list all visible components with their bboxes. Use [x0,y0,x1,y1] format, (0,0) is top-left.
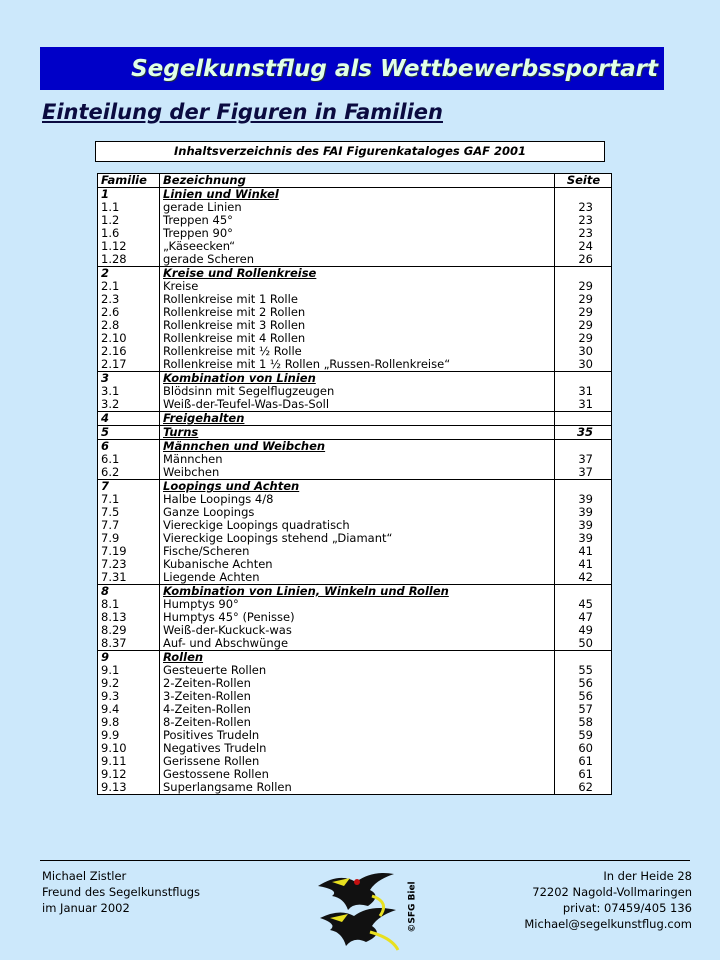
figure-name: Ganze Loopings [160,506,555,519]
family-page [555,480,612,494]
family-name: Kombination von Linien, Winkeln und Rollen [160,585,555,599]
figure-name: 3-Zeiten-Rollen [160,690,555,703]
figure-number: 9.8 [98,716,160,729]
figure-row [98,319,612,332]
figure-name: Weiß-der-Teufel-Was-Das-Soll [160,398,555,412]
figure-number: 9.3 [98,690,160,703]
figure-page: 39 [555,493,612,506]
page-subtitle: Einteilung der Figuren in Familien [42,100,443,124]
figure-number: 7.5 [98,506,160,519]
footer-author: Michael Zistler [42,869,127,883]
family-row [98,426,612,440]
footer-divider [40,860,690,861]
figure-row [98,306,612,319]
figure-row [98,624,612,637]
table-caption: Inhaltsverzeichnis des FAI Figurenkataloges GAF 2001 [95,141,605,162]
figure-page: 59 [555,729,612,742]
footer-right [524,868,692,932]
figure-page: 45 [555,598,612,611]
bird-logo-icon [310,866,410,958]
figure-name: Liegende Achten [160,571,555,585]
figure-page: 26 [555,253,612,267]
figure-page: 56 [555,690,612,703]
family-row [98,372,612,386]
figure-page: 42 [555,571,612,585]
figure-row [98,453,612,466]
figure-row [98,545,612,558]
figure-number: 8.37 [98,637,160,651]
figure-name: Weibchen [160,466,555,480]
figure-name: Humptys 90° [160,598,555,611]
figure-name: Viereckige Loopings quadratisch [160,519,555,532]
figure-row [98,519,612,532]
figure-page: 47 [555,611,612,624]
figure-page: 24 [555,240,612,253]
figure-name: Rollenkreise mit 1 ½ Rollen „Russen-Rollenkreise“ [160,358,555,372]
figure-name: gerade Linien [160,201,555,214]
family-row [98,440,612,454]
figure-row [98,506,612,519]
figure-number: 2.10 [98,332,160,345]
figure-page: 39 [555,519,612,532]
figure-number: 8.29 [98,624,160,637]
figure-number: 2.1 [98,280,160,293]
figure-page: 29 [555,332,612,345]
figure-name: Blödsinn mit Segelflugzeugen [160,385,555,398]
family-name: Kreise und Rollenkreise [160,267,555,281]
figure-number: 6.2 [98,466,160,480]
figure-number: 2.8 [98,319,160,332]
figure-row [98,332,612,345]
family-page: 35 [555,426,612,440]
figure-row [98,742,612,755]
family-number: 6 [98,440,160,454]
figure-page: 31 [555,398,612,412]
family-row [98,412,612,426]
figure-number: 8.13 [98,611,160,624]
figure-name: Auf- und Abschwünge [160,637,555,651]
figure-row [98,358,612,372]
figure-number: 7.19 [98,545,160,558]
footer-left [42,868,200,916]
figure-page: 41 [555,545,612,558]
figure-row [98,398,612,412]
figure-page: 31 [555,385,612,398]
figure-row [98,345,612,358]
figure-row [98,571,612,585]
figure-number: 8.1 [98,598,160,611]
figure-page: 30 [555,358,612,372]
figure-name: Gerissene Rollen [160,755,555,768]
figure-page: 30 [555,345,612,358]
family-name: Linien und Winkel [160,188,555,202]
figure-number: 1.28 [98,253,160,267]
figure-page: 55 [555,664,612,677]
figure-number: 7.9 [98,532,160,545]
figure-name: Treppen 90° [160,227,555,240]
figure-row [98,493,612,506]
family-number: 1 [98,188,160,202]
figure-page: 57 [555,703,612,716]
figure-number: 3.1 [98,385,160,398]
figure-number: 2.17 [98,358,160,372]
figure-name: Viereckige Loopings stehend „Diamant“ [160,532,555,545]
figure-name: gerade Scheren [160,253,555,267]
figure-name: Treppen 45° [160,214,555,227]
figure-page: 23 [555,201,612,214]
figure-page: 49 [555,624,612,637]
family-number: 8 [98,585,160,599]
figure-row [98,716,612,729]
figure-name: Kreise [160,280,555,293]
figure-table [97,173,612,795]
figure-number: 7.1 [98,493,160,506]
figure-name: Gesteuerte Rollen [160,664,555,677]
figure-number: 2.3 [98,293,160,306]
figure-row [98,280,612,293]
figure-number: 9.1 [98,664,160,677]
figure-row [98,253,612,267]
family-page [555,585,612,599]
figure-page: 39 [555,532,612,545]
figure-number: 7.31 [98,571,160,585]
family-name: Kombination von Linien [160,372,555,386]
figure-row [98,768,612,781]
figure-number: 1.2 [98,214,160,227]
table-body [98,188,612,795]
footer-street: In der Heide 28 [603,869,692,883]
page-title: Segelkunstflug als Wettbewerbssportart [131,56,658,82]
figure-page: 61 [555,755,612,768]
figure-number: 2.16 [98,345,160,358]
figure-number: 9.9 [98,729,160,742]
figure-name: Weiß-der-Kuckuck-was [160,624,555,637]
family-row [98,585,612,599]
figure-name: 8-Zeiten-Rollen [160,716,555,729]
figure-page: 23 [555,214,612,227]
family-number: 3 [98,372,160,386]
figure-row [98,598,612,611]
family-name: Männchen und Weibchen [160,440,555,454]
figure-row [98,532,612,545]
family-row [98,480,612,494]
figure-number: 2.6 [98,306,160,319]
footer-date: im Januar 2002 [42,901,130,915]
family-number: 7 [98,480,160,494]
footer-phone: privat: 07459/405 136 [562,901,692,915]
family-page [555,412,612,426]
figure-name: Superlangsame Rollen [160,781,555,795]
figure-page: 56 [555,677,612,690]
figure-page: 29 [555,319,612,332]
figure-row [98,201,612,214]
figure-row [98,690,612,703]
figure-name: „Käseecken“ [160,240,555,253]
figure-row [98,781,612,795]
figure-page: 61 [555,768,612,781]
figure-name: Rollenkreise mit ½ Rolle [160,345,555,358]
family-page [555,267,612,281]
family-number: 4 [98,412,160,426]
figure-row [98,466,612,480]
figure-number: 9.2 [98,677,160,690]
figure-number: 1.6 [98,227,160,240]
column-header-familie: Familie [98,174,160,188]
figure-name: Rollenkreise mit 1 Rolle [160,293,555,306]
figure-row [98,293,612,306]
family-number: 2 [98,267,160,281]
figure-name: Fische/Scheren [160,545,555,558]
figure-number: 9.11 [98,755,160,768]
figure-row [98,637,612,651]
figure-page: 62 [555,781,612,795]
figure-row [98,227,612,240]
figure-name: Gestossene Rollen [160,768,555,781]
figure-page: 29 [555,280,612,293]
figure-page: 39 [555,506,612,519]
figure-row [98,703,612,716]
figure-row [98,677,612,690]
footer-email[interactable]: Michael@segelkunstflug.com [524,917,692,931]
figure-row [98,240,612,253]
family-page [555,440,612,454]
figure-number: 9.10 [98,742,160,755]
figure-number: 9.13 [98,781,160,795]
figure-row [98,385,612,398]
figure-name: Humptys 45° (Penisse) [160,611,555,624]
figure-name: Rollenkreise mit 3 Rollen [160,319,555,332]
figure-name: 4-Zeiten-Rollen [160,703,555,716]
figure-name: Kubanische Achten [160,558,555,571]
figure-name: Rollenkreise mit 4 Rollen [160,332,555,345]
family-row [98,188,612,202]
figure-row [98,755,612,768]
figure-name: Negatives Trudeln [160,742,555,755]
figure-page: 29 [555,293,612,306]
family-row [98,267,612,281]
figure-row [98,214,612,227]
footer-city: 72202 Nagold-Vollmaringen [532,885,692,899]
figure-number: 3.2 [98,398,160,412]
family-number: 9 [98,651,160,665]
figure-page: 58 [555,716,612,729]
column-header-seite: Seite [555,174,612,188]
family-name: Rollen [160,651,555,665]
figure-row [98,558,612,571]
figure-page: 37 [555,453,612,466]
family-name: Loopings und Achten [160,480,555,494]
figure-number: 6.1 [98,453,160,466]
figure-number: 1.1 [98,201,160,214]
figure-name: Positives Trudeln [160,729,555,742]
figure-number: 7.7 [98,519,160,532]
figure-number: 9.12 [98,768,160,781]
figure-row [98,664,612,677]
copyright-mark: ©SFG Biel [407,881,418,933]
figure-number: 7.23 [98,558,160,571]
figure-name: Männchen [160,453,555,466]
footer-role: Freund des Segelkunstflugs [42,885,201,899]
figure-page: 41 [555,558,612,571]
figure-name: Halbe Loopings 4/8 [160,493,555,506]
column-header-bezeichnung: Bezeichnung [160,174,555,188]
figure-number: 1.12 [98,240,160,253]
figure-page: 23 [555,227,612,240]
family-page [555,188,612,202]
family-name: Turns [160,426,555,440]
figure-page: 37 [555,466,612,480]
figure-page: 50 [555,637,612,651]
family-page [555,372,612,386]
family-number: 5 [98,426,160,440]
figure-page: 60 [555,742,612,755]
family-page [555,651,612,665]
family-row [98,651,612,665]
figure-name: 2-Zeiten-Rollen [160,677,555,690]
figure-page: 29 [555,306,612,319]
figure-row [98,611,612,624]
figure-name: Rollenkreise mit 2 Rollen [160,306,555,319]
figure-number: 9.4 [98,703,160,716]
figure-row [98,729,612,742]
family-name: Freigehalten [160,412,555,426]
